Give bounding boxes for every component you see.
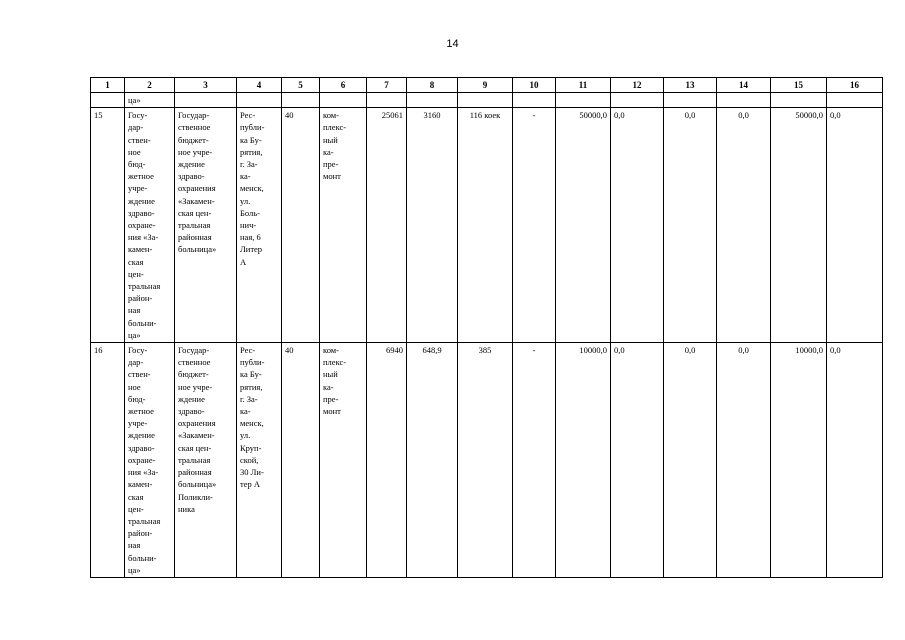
institution-name-cell: Госу- дар- ствен- ное бюд- жетное учре- ждение здраво- охране- ния «За- камен- ская цен- тральная район- ная больни- ца» <box>125 343 175 578</box>
table-cell <box>827 93 883 108</box>
address-cell: Рес- публи- ка Бу- рятия, г. За- ка- менск, ул. Круп- ской, 30 Ли- тер А <box>237 343 282 578</box>
work-type-cell: ком- плекс- ный ка- пре- монт <box>320 108 367 343</box>
column-header-15: 15 <box>771 78 827 93</box>
address-cell: Рес- публи- ка Бу- рятия, г. За- ка- менск, ул. Боль- нич- ная, 6 Литер А <box>237 108 282 343</box>
column-header-8: 8 <box>407 78 458 93</box>
column-header-3: 3 <box>175 78 237 93</box>
table-row <box>91 343 883 578</box>
table-cell: 3160 <box>407 108 458 343</box>
table-cell: 0,0 <box>664 343 717 578</box>
column-header-2: 2 <box>125 78 175 93</box>
table-row <box>91 108 883 343</box>
table-cell: 10000,0 <box>556 343 611 578</box>
table-cell: 648,9 <box>407 343 458 578</box>
row-number-cell: 16 <box>91 343 125 578</box>
table-cell: 50000,0 <box>556 108 611 343</box>
column-header-6: 6 <box>320 78 367 93</box>
table-cell <box>91 93 125 108</box>
table-cell: 0,0 <box>611 343 664 578</box>
column-header-10: 10 <box>513 78 556 93</box>
owner-name-cell: Государ- ственное бюджет- ное учре- ждение здраво- охранения «Закамен- ская цен- тральная районная больница» <box>175 108 237 343</box>
table-cell <box>458 93 513 108</box>
table-cell: 40 <box>282 108 320 343</box>
table-cell <box>611 93 664 108</box>
table-cell: 0,0 <box>611 108 664 343</box>
table-cell: 50000,0 <box>771 108 827 343</box>
column-header-14: 14 <box>717 78 771 93</box>
column-header-11: 11 <box>556 78 611 93</box>
column-header-4: 4 <box>237 78 282 93</box>
table-cell <box>556 93 611 108</box>
table-cell <box>237 93 282 108</box>
owner-name-cell: Государ- ственное бюджет- ное учре- ждение здраво- охранения «Закамен- ская цен- тральная районная больница» Поликли- ника <box>175 343 237 578</box>
table-cell: 10000,0 <box>771 343 827 578</box>
table-cell: 40 <box>282 343 320 578</box>
column-header-13: 13 <box>664 78 717 93</box>
column-header-12: 12 <box>611 78 664 93</box>
table-cell <box>175 93 237 108</box>
table-cell: 385 <box>458 343 513 578</box>
table-cell <box>407 93 458 108</box>
column-header-1: 1 <box>91 78 125 93</box>
work-type-cell: ком- плекс- ный ка- пре- монт <box>320 343 367 578</box>
table-cell: - <box>513 108 556 343</box>
page-number: 14 <box>446 38 459 50</box>
column-header-7: 7 <box>367 78 407 93</box>
column-header-9: 9 <box>458 78 513 93</box>
table-cell: 0,0 <box>827 343 883 578</box>
table-cell: 116 коек <box>458 108 513 343</box>
table-cell: 0,0 <box>664 108 717 343</box>
table-cell: 0,0 <box>827 108 883 343</box>
table-cell <box>320 93 367 108</box>
table-cell <box>282 93 320 108</box>
column-header-16: 16 <box>827 78 883 93</box>
table-cell: 25061 <box>367 108 407 343</box>
table-cell: 6940 <box>367 343 407 578</box>
table-cell <box>771 93 827 108</box>
table-cell <box>664 93 717 108</box>
table-cell: - <box>513 343 556 578</box>
table-cell: ца» <box>125 93 175 108</box>
table-cell <box>367 93 407 108</box>
table-cell <box>717 93 771 108</box>
header-row <box>91 78 883 93</box>
table-cell: 0,0 <box>717 108 771 343</box>
table-cell <box>513 93 556 108</box>
institution-name-cell: Госу- дар- ствен- ное бюд- жетное учре- ждение здраво- охране- ния «За- камен- ская цен- тральная район- ная больни- ца» <box>125 108 175 343</box>
continuation-row <box>91 93 883 108</box>
table-cell: 0,0 <box>717 343 771 578</box>
data-table <box>90 77 883 578</box>
row-number-cell: 15 <box>91 108 125 343</box>
column-header-5: 5 <box>282 78 320 93</box>
